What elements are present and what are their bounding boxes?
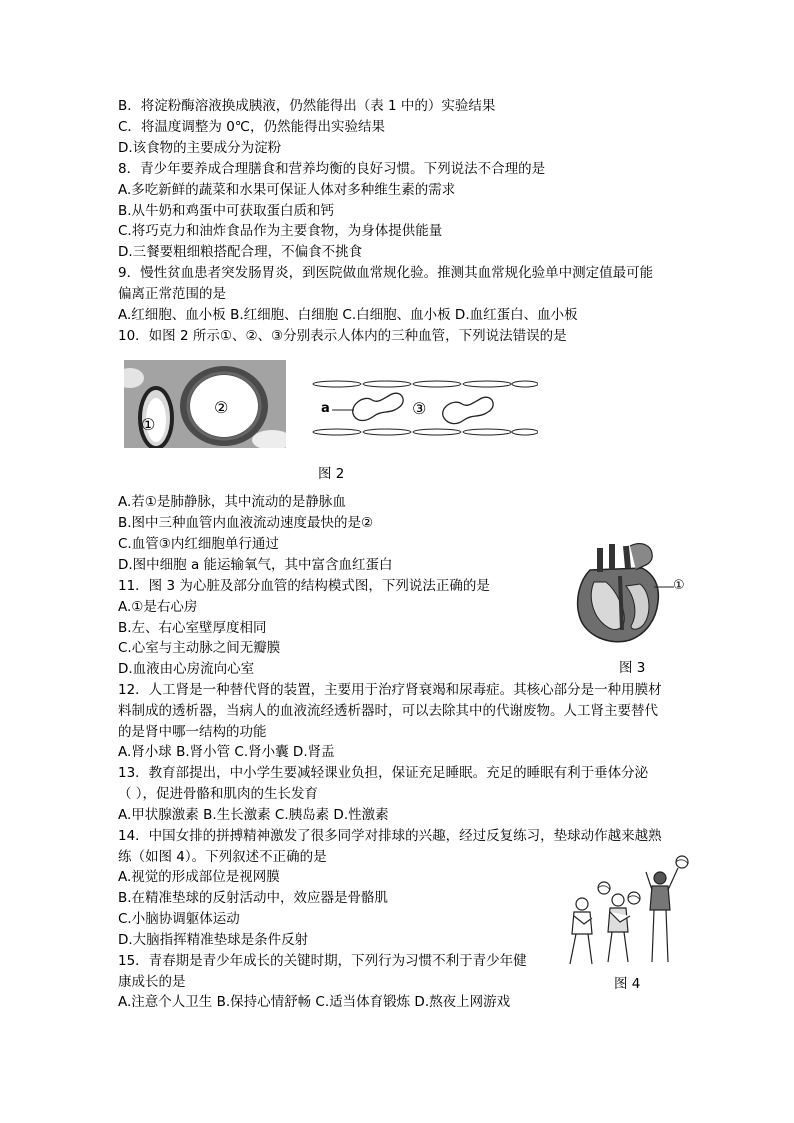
figure-2-label-a: a — [321, 401, 330, 416]
text-line: 料制成的透析器，当病人的血液流经透析器时，可以去除其中的代谢废物。人工肾主要替代 — [118, 703, 658, 719]
question-8: 8．青少年要养成合理膳食和营养均衡的良好习惯。下列说法不合理的是 — [118, 161, 546, 177]
option-c: C.血管③内红细胞单行通过 — [118, 536, 279, 552]
text-line: 康成长的是 — [118, 974, 186, 990]
figure-2-caption: 图 2 — [318, 466, 345, 482]
option-a: A.①是右心房 — [118, 599, 198, 615]
option-a: A.视觉的形成部位是视网膜 — [118, 869, 280, 885]
figure-2-label-2: ② — [214, 398, 229, 417]
figure-2-cross-section — [124, 360, 286, 448]
question-14: 14．中国女排的拼搏精神激发了很多同学对排球的兴趣，经过反复练习，垫球动作越来越熟 — [118, 828, 662, 844]
text-line: 的是肾中哪一结构的功能 — [118, 724, 267, 740]
figure-3-heart — [570, 540, 690, 648]
question-15: 15．青春期是青少年成长的关键时期，下列行为习惯不利于青少年健 — [118, 953, 527, 969]
option-d: D.血液由心房流向心室 — [118, 661, 255, 677]
figure-4-volleyball — [562, 852, 692, 970]
text-line: D.该食物的主要成分为淀粉 — [118, 140, 282, 156]
options-line: A.甲状腺激素 B.生长激素 C.胰岛素 D.性激素 — [118, 807, 389, 823]
option-b: B.从牛奶和鸡蛋中可获取蛋白质和钙 — [118, 203, 335, 219]
question-10: 10．如图 2 所示①、②、③分别表示人体内的三种血管，下列说法错误的是 — [118, 328, 567, 344]
figure-4-caption: 图 4 — [614, 976, 641, 992]
figure-2-label-3: ③ — [412, 399, 427, 418]
options-line: A.红细胞、血小板 B.红细胞、白细胞 C.白细胞、血小板 D.血红蛋白、血小板 — [118, 307, 578, 323]
options-line: A.注意个人卫生 B.保持心情舒畅 C.适当体育锻炼 D.熬夜上网游戏 — [118, 994, 511, 1010]
question-11: 11．图 3 为心脏及部分血管的结构模式图，下列说法正确的是 — [118, 578, 490, 594]
option-c: C.心室与主动脉之间无瓣膜 — [118, 640, 281, 656]
text-line: 练（如图 4）。下列叙述不正确的是 — [118, 849, 327, 865]
options-line: A.肾小球 B.肾小管 C.肾小囊 D.肾盂 — [118, 744, 335, 760]
option-d: D.大脑指挥精准垫球是条件反射 — [118, 932, 309, 948]
question-13: 13．教育部提出，中小学生要减轻课业负担，保证充足睡眠。充足的睡眠有利于垂体分泌 — [118, 765, 649, 781]
option-d: D.三餐要粗细粮搭配合理，不偏食不挑食 — [118, 244, 363, 260]
option-b: B.左、右心室壁厚度相同 — [118, 620, 267, 636]
option-c: C.将巧克力和油炸食品作为主要食物，为身体提供能量 — [118, 223, 443, 239]
figure-3-label-1: ① — [673, 578, 685, 593]
option-c: C.小脑协调躯体运动 — [118, 911, 240, 927]
option-b: B.在精准垫球的反射活动中，效应器是骨骼肌 — [118, 890, 389, 906]
figure-2-label-1: ① — [141, 415, 156, 434]
option-b: B.图中三种血管内血液流动速度最快的是② — [118, 515, 374, 531]
option-d: D.图中细胞 a 能运输氧气，其中富含血红蛋白 — [118, 557, 393, 573]
text-line: （ ），促进骨骼和肌肉的生长发育 — [118, 786, 319, 802]
figure-3-caption: 图 3 — [619, 660, 646, 676]
question-9: 9．慢性贫血患者突发肠胃炎，到医院做血常规化验。推测其血常规化验单中测定值最可能 — [118, 265, 654, 281]
text-line: 偏离正常范围的是 — [118, 286, 226, 302]
option-a: A.多吃新鲜的蔬菜和水果可保证人体对多种维生素的需求 — [118, 182, 456, 198]
question-12: 12．人工肾是一种替代肾的装置，主要用于治疗肾衰竭和尿毒症。其核心部分是一种用膜材 — [118, 682, 662, 698]
text-line: B．将淀粉酶溶液换成胰液，仍然能得出（表 1 中的）实验结果 — [118, 98, 496, 114]
option-a: A.若①是肺静脉，其中流动的是静脉血 — [118, 494, 346, 510]
text-line: C．将温度调整为 0℃，仍然能得出实验结果 — [118, 119, 385, 135]
